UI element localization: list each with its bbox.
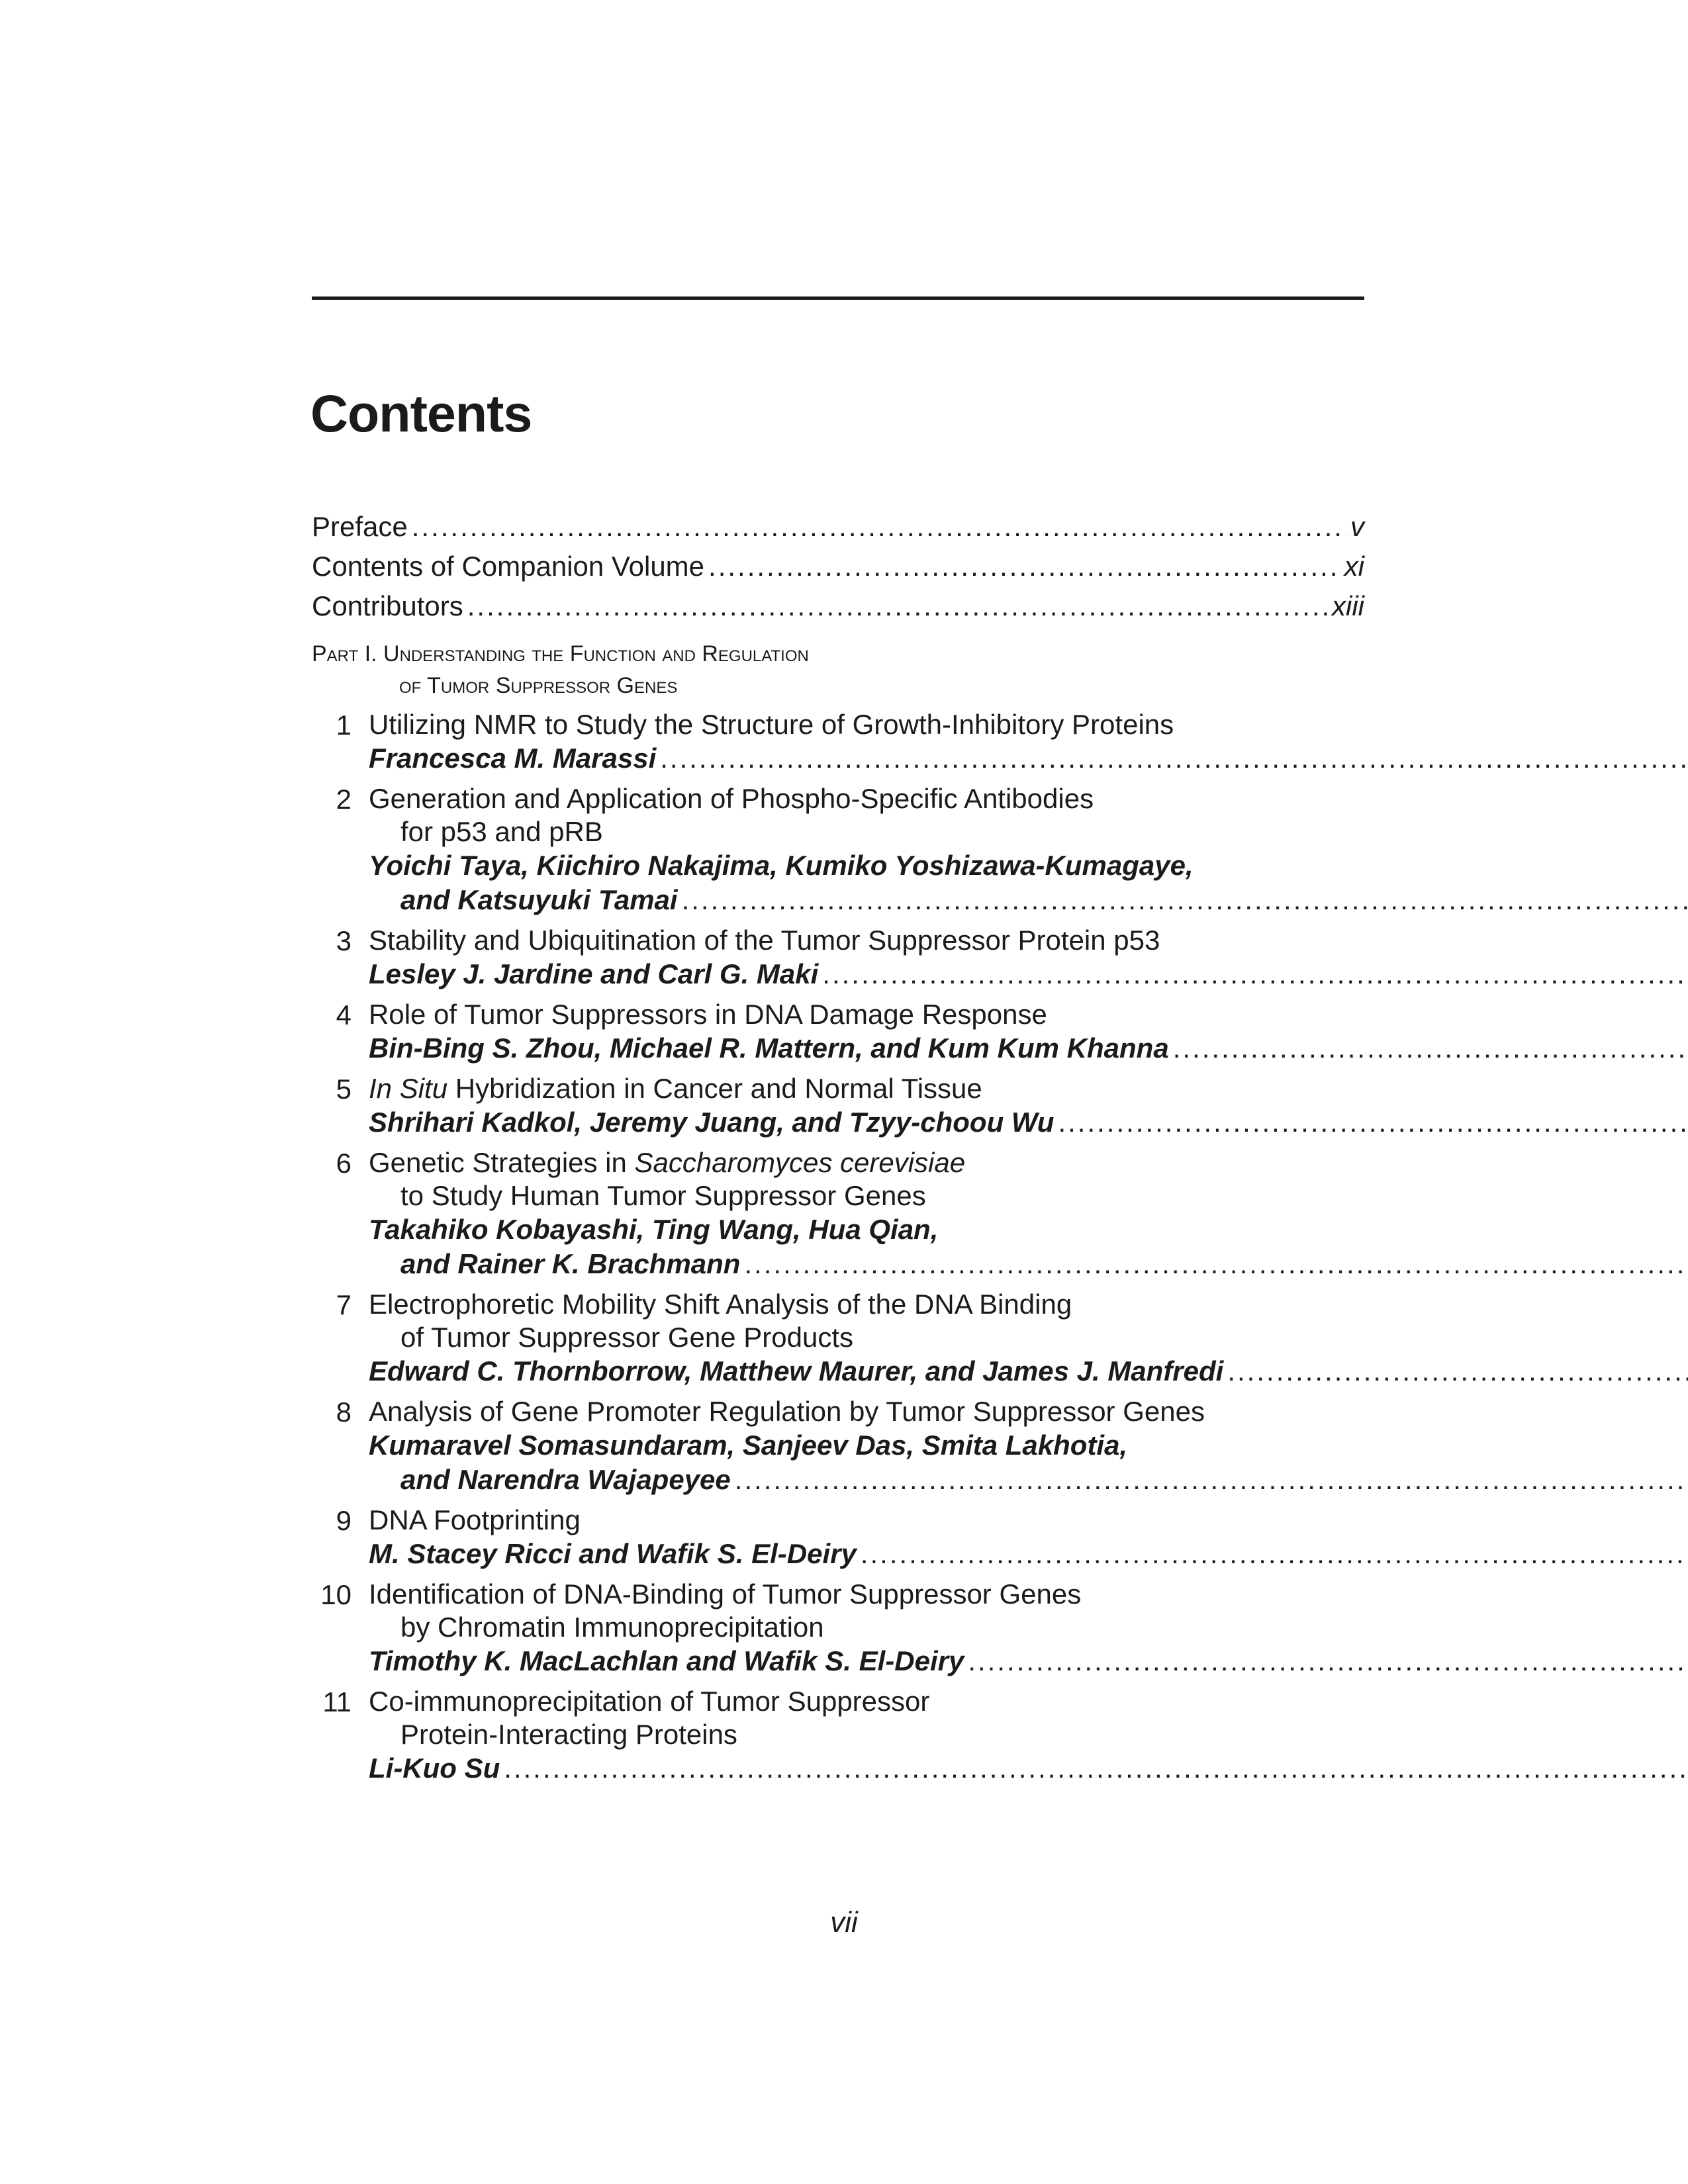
chapter-number: 6 bbox=[336, 1148, 352, 1179]
chapter-author-line: M. Stacey Ricci and Wafik S. El-Deiry bbox=[369, 1538, 857, 1569]
chapter-author-line: Li-Kuo Su bbox=[369, 1752, 500, 1784]
chapter-title-line: Role of Tumor Suppressors in DNA Damage Response bbox=[369, 999, 1047, 1030]
part-heading bbox=[312, 638, 1364, 702]
chapter-title bbox=[369, 1072, 1688, 1105]
chapter-author-row bbox=[369, 883, 1688, 917]
chapter-number: 8 bbox=[336, 1396, 352, 1428]
chapter-title-line: Generation and Application of Phospho-Specific Antibodies bbox=[369, 783, 1094, 814]
dot-leader bbox=[467, 589, 1328, 623]
chapter-number: 11 bbox=[322, 1686, 352, 1717]
chapter-author-line: Shrihari Kadkol, Jeremy Juang, and Tzyy-choou Wu bbox=[369, 1107, 1055, 1138]
chapter-author-row bbox=[369, 1463, 1688, 1497]
chapter-author-line: Francesca M. Marassi bbox=[369, 743, 657, 774]
dot-leader bbox=[968, 1644, 1688, 1678]
chapter-entry bbox=[312, 782, 1364, 917]
chapter-number: 9 bbox=[336, 1505, 352, 1536]
chapter-title bbox=[369, 998, 1688, 1031]
chapter-body bbox=[369, 708, 1688, 776]
chapter-authors bbox=[369, 1212, 1688, 1281]
toc-entry-label: Preface bbox=[312, 511, 408, 542]
toc-entry bbox=[312, 510, 1364, 544]
chapter-body bbox=[369, 1072, 1688, 1140]
chapter-title-line: Utilizing NMR to Study the Structure of Growth-Inhibitory Proteins bbox=[369, 709, 1174, 740]
toc-entry-page: xiii bbox=[1332, 590, 1364, 621]
chapter-number: 10 bbox=[320, 1579, 352, 1610]
chapter-number: 3 bbox=[336, 925, 352, 956]
toc-entry-page: xi bbox=[1344, 551, 1364, 582]
chapter-author-row bbox=[369, 1247, 1688, 1281]
chapter-author-line: and Narendra Wajapeyee bbox=[400, 1464, 731, 1495]
chapter-body bbox=[369, 924, 1688, 991]
chapter-title bbox=[369, 1288, 1688, 1354]
chapter-title-line: Co-immunoprecipitation of Tumor Suppressor bbox=[369, 1686, 930, 1717]
page-number: vii bbox=[830, 1906, 858, 1938]
table-of-contents bbox=[312, 510, 1364, 1786]
chapter-body bbox=[369, 1685, 1688, 1786]
dot-leader bbox=[1227, 1354, 1688, 1388]
chapter-body bbox=[369, 1504, 1688, 1571]
chapter-title-line: In Situ Hybridization in Cancer and Normal Tissue bbox=[369, 1073, 982, 1104]
dot-leader bbox=[708, 549, 1340, 584]
dot-leader bbox=[1173, 1031, 1688, 1066]
page-title: Contents bbox=[310, 384, 532, 443]
chapter-number: 1 bbox=[336, 709, 352, 741]
chapter-title-line: Protein-Interacting Proteins bbox=[400, 1719, 737, 1750]
toc-entry-page: v bbox=[1350, 511, 1364, 542]
chapter-body bbox=[369, 1146, 1688, 1281]
chapter-author-line: Bin-Bing S. Zhou, Michael R. Mattern, and Kum Kum Khanna bbox=[369, 1032, 1169, 1064]
chapter-author-line: Timothy K. MacLachlan and Wafik S. El-Deiry bbox=[369, 1645, 964, 1676]
chapter-author-line: Lesley J. Jardine and Carl G. Maki bbox=[369, 958, 819, 989]
chapter-title-line: Electrophoretic Mobility Shift Analysis of the DNA Binding bbox=[369, 1289, 1072, 1320]
chapter-title-line: Genetic Strategies in Saccharomyces cerevisiae bbox=[369, 1147, 966, 1178]
chapter-entry bbox=[312, 1504, 1364, 1571]
chapter-number: 7 bbox=[336, 1289, 352, 1320]
chapter-authors bbox=[369, 1751, 1688, 1786]
chapter-authors bbox=[369, 1105, 1688, 1140]
chapter-authors bbox=[369, 1644, 1688, 1678]
chapter-body bbox=[369, 1578, 1688, 1678]
chapter-entry bbox=[312, 708, 1364, 776]
chapter-author-line: Kumaravel Somasundaram, Sanjeev Das, Smita Lakhotia, bbox=[369, 1430, 1128, 1461]
chapter-title-line: Stability and Ubiquitination of the Tumor Suppressor Protein p53 bbox=[369, 925, 1160, 956]
chapter-body bbox=[369, 998, 1688, 1066]
chapter-author-row bbox=[369, 1354, 1688, 1388]
chapter-author-row bbox=[369, 1537, 1688, 1571]
chapter-entry bbox=[312, 1395, 1364, 1497]
chapter-title-line: Identification of DNA-Binding of Tumor Suppressor Genes bbox=[369, 1578, 1082, 1610]
chapter-entry bbox=[312, 998, 1364, 1066]
chapter-number: 4 bbox=[336, 999, 352, 1030]
toc-entry-label: Contents of Companion Volume bbox=[312, 551, 705, 582]
chapter-author-row bbox=[369, 1644, 1688, 1678]
chapter-title bbox=[369, 1685, 1688, 1751]
chapter-entry bbox=[312, 1685, 1364, 1786]
chapter-author-row bbox=[369, 957, 1688, 991]
chapter-body bbox=[369, 1395, 1688, 1497]
dot-leader bbox=[1058, 1105, 1688, 1140]
chapter-title bbox=[369, 1504, 1688, 1537]
toc-entry bbox=[312, 549, 1364, 584]
chapter-body bbox=[369, 782, 1688, 917]
chapter-title bbox=[369, 1578, 1688, 1644]
chapter-title-line: by Chromatin Immunoprecipitation bbox=[400, 1612, 824, 1643]
chapter-title bbox=[369, 1146, 1688, 1212]
chapter-entry bbox=[312, 1072, 1364, 1140]
dot-leader bbox=[412, 510, 1346, 544]
chapter-author-line: Edward C. Thornborrow, Matthew Maurer, and James J. Manfredi bbox=[369, 1355, 1224, 1387]
chapter-list bbox=[312, 708, 1364, 1786]
chapter-author-line: Takahiko Kobayashi, Ting Wang, Hua Qian, bbox=[369, 1214, 939, 1245]
chapter-title bbox=[369, 782, 1688, 848]
chapter-author-line: and Katsuyuki Tamai bbox=[400, 884, 678, 915]
chapter-authors bbox=[369, 848, 1688, 917]
chapter-authors bbox=[369, 1031, 1688, 1066]
part-heading-line-2: of Tumor Suppressor Genes bbox=[399, 673, 678, 698]
chapter-authors bbox=[369, 741, 1688, 776]
chapter-authors bbox=[369, 957, 1688, 991]
chapter-entry bbox=[312, 1288, 1364, 1388]
chapter-title bbox=[369, 924, 1688, 957]
chapter-authors bbox=[369, 1354, 1688, 1388]
chapter-entry bbox=[312, 924, 1364, 991]
chapter-author-line: Yoichi Taya, Kiichiro Nakajima, Kumiko Yoshizawa-Kumagaye, bbox=[369, 850, 1194, 881]
header-rule bbox=[312, 296, 1364, 300]
chapter-body bbox=[369, 1288, 1688, 1388]
dot-leader bbox=[504, 1751, 1688, 1786]
chapter-entry bbox=[312, 1578, 1364, 1678]
chapter-title-line: DNA Footprinting bbox=[369, 1504, 581, 1535]
chapter-title-line: for p53 and pRB bbox=[400, 816, 603, 847]
chapter-title-line: of Tumor Suppressor Gene Products bbox=[400, 1322, 853, 1353]
toc-entry-label: Contributors bbox=[312, 590, 463, 621]
part-heading-line-1: Part I. Understanding the Function and Regulation bbox=[312, 641, 809, 666]
chapter-author-line: and Rainer K. Brachmann bbox=[400, 1248, 741, 1279]
chapter-title bbox=[369, 708, 1688, 741]
dot-leader bbox=[682, 883, 1688, 917]
dot-leader bbox=[861, 1537, 1688, 1571]
dot-leader bbox=[744, 1247, 1688, 1281]
chapter-entry bbox=[312, 1146, 1364, 1281]
chapter-title-line: Analysis of Gene Promoter Regulation by Tumor Suppressor Genes bbox=[369, 1396, 1205, 1427]
chapter-authors bbox=[369, 1537, 1688, 1571]
dot-leader bbox=[735, 1463, 1688, 1497]
chapter-author-row bbox=[369, 741, 1688, 776]
chapter-author-row bbox=[369, 1105, 1688, 1140]
chapter-title-line: to Study Human Tumor Suppressor Genes bbox=[400, 1180, 926, 1211]
dot-leader bbox=[822, 957, 1688, 991]
front-matter-list bbox=[312, 510, 1364, 623]
chapter-author-row bbox=[369, 1751, 1688, 1786]
chapter-number: 2 bbox=[336, 784, 352, 815]
chapter-authors bbox=[369, 1428, 1688, 1497]
chapter-author-row bbox=[369, 1031, 1688, 1066]
dot-leader bbox=[660, 741, 1688, 776]
chapter-number: 5 bbox=[336, 1073, 352, 1105]
toc-entry bbox=[312, 589, 1364, 623]
chapter-title bbox=[369, 1395, 1688, 1428]
